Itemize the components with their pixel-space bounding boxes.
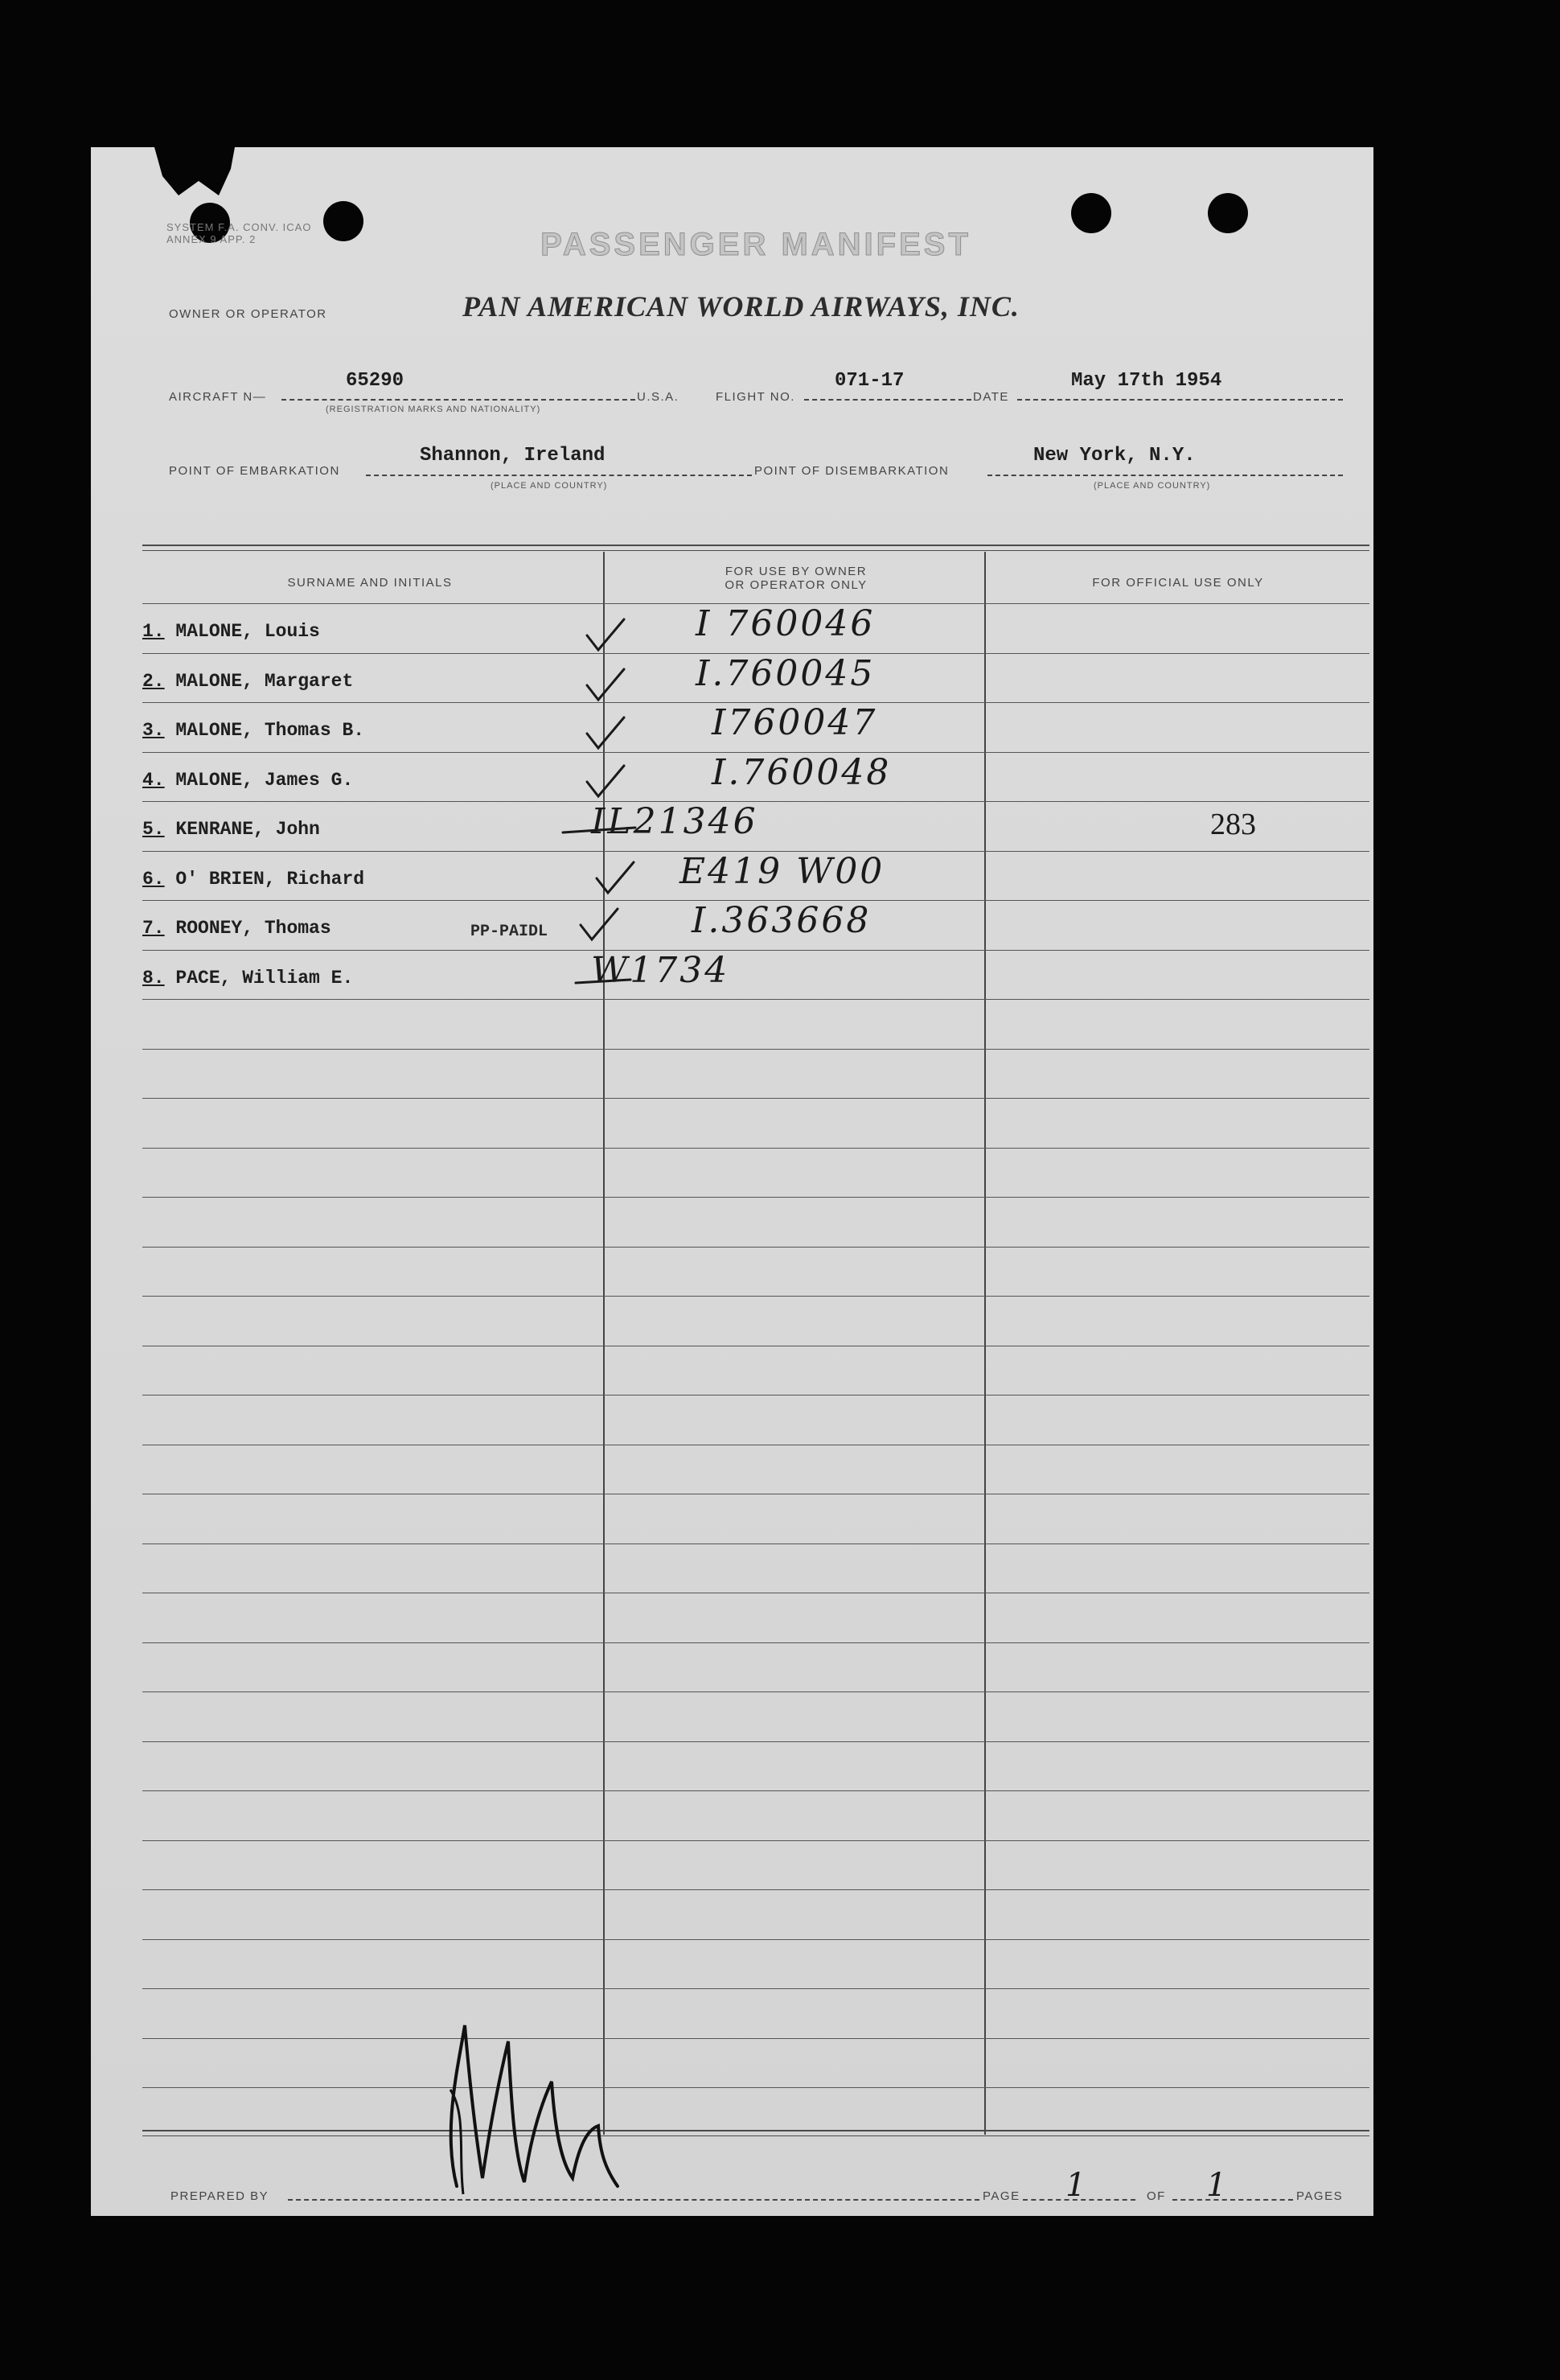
registration-note: (REGISTRATION MARKS AND NATIONALITY) — [326, 405, 541, 414]
row-number: 5. — [142, 819, 165, 840]
pages-label: PAGES — [1296, 2189, 1344, 2203]
page-label: PAGE — [983, 2189, 1020, 2203]
date-value: May 17th 1954 — [1071, 370, 1222, 392]
date-label: DATE — [973, 390, 1009, 404]
col-surname: SURNAME AND INITIALS — [287, 576, 453, 590]
surname: MALONE, Thomas B. — [175, 720, 365, 741]
official-mark: 283 — [1210, 808, 1256, 841]
pp-paid-note: PP-PAIDL — [470, 923, 548, 941]
check-mark-icon — [587, 669, 624, 700]
disembarkation-value: New York, N.Y. — [1033, 445, 1196, 467]
surname: PACE, William E. — [175, 968, 354, 989]
operator-code: I.760048 — [712, 752, 892, 793]
strike-mark-icon — [563, 828, 635, 832]
col-owner-use: FOR USE BY OWNER OR OPERATOR ONLY — [725, 565, 868, 592]
aircraft-value: 65290 — [346, 370, 404, 392]
row-number: 1. — [142, 621, 165, 642]
operator-code: E419 W00 — [679, 851, 885, 892]
operator-code: I 760046 — [696, 603, 876, 644]
operator-code: IL21346 — [591, 801, 758, 842]
col-official: FOR OFFICIAL USE ONLY — [1092, 576, 1264, 590]
surname: MALONE, James G. — [175, 770, 354, 791]
signature — [434, 1993, 627, 2202]
surname: MALONE, Louis — [175, 621, 320, 642]
flight-label: FLIGHT NO. — [716, 390, 795, 404]
operator-code: W1734 — [591, 950, 730, 991]
of-value: 1 — [1206, 2167, 1230, 2204]
check-mark-icon — [587, 766, 624, 796]
row-number: 4. — [142, 770, 165, 791]
surname: O' BRIEN, Richard — [175, 869, 365, 890]
prepared-by-label: PREPARED BY — [170, 2189, 269, 2203]
operator-code: I.363668 — [692, 900, 872, 941]
row-number: 6. — [142, 869, 165, 890]
operator-code: I760047 — [712, 702, 878, 743]
strike-mark-icon — [576, 980, 630, 983]
flight-value: 071-17 — [835, 370, 905, 392]
usa-label: U.S.A. — [637, 390, 679, 404]
surname: KENRANE, John — [175, 819, 320, 840]
of-label: OF — [1147, 2189, 1166, 2203]
owner-label: OWNER OR OPERATOR — [169, 307, 327, 321]
aircraft-label: AIRCRAFT N— — [169, 390, 267, 404]
row-number: 7. — [142, 918, 165, 939]
disembarkation-label: POINT OF DISEMBARKATION — [754, 464, 950, 478]
page-value: 1 — [1065, 2167, 1089, 2204]
row-number: 2. — [142, 671, 165, 692]
operator-code: I.760045 — [696, 653, 876, 694]
form-code: SYSTEM F.A. CONV. ICAO ANNEX 9 APP. 2 — [166, 221, 312, 245]
check-mark-icon — [587, 717, 624, 748]
airline-name: PAN AMERICAN WORLD AIRWAYS, INC. — [462, 290, 1020, 323]
embarkation-value: Shannon, Ireland — [420, 445, 606, 467]
check-mark-icon — [597, 862, 634, 893]
check-mark-icon — [581, 909, 618, 939]
surname: ROONEY, Thomas — [175, 918, 331, 939]
check-mark-icon — [587, 619, 624, 650]
disembark-place-note: (PLACE AND COUNTRY) — [1094, 481, 1211, 491]
embark-place-note: (PLACE AND COUNTRY) — [491, 481, 608, 491]
surname: MALONE, Margaret — [175, 671, 354, 692]
page-title: PASSENGER MANIFEST — [540, 227, 971, 262]
row-number: 8. — [142, 968, 165, 989]
row-number: 3. — [142, 720, 165, 741]
embarkation-label: POINT OF EMBARKATION — [169, 464, 340, 478]
